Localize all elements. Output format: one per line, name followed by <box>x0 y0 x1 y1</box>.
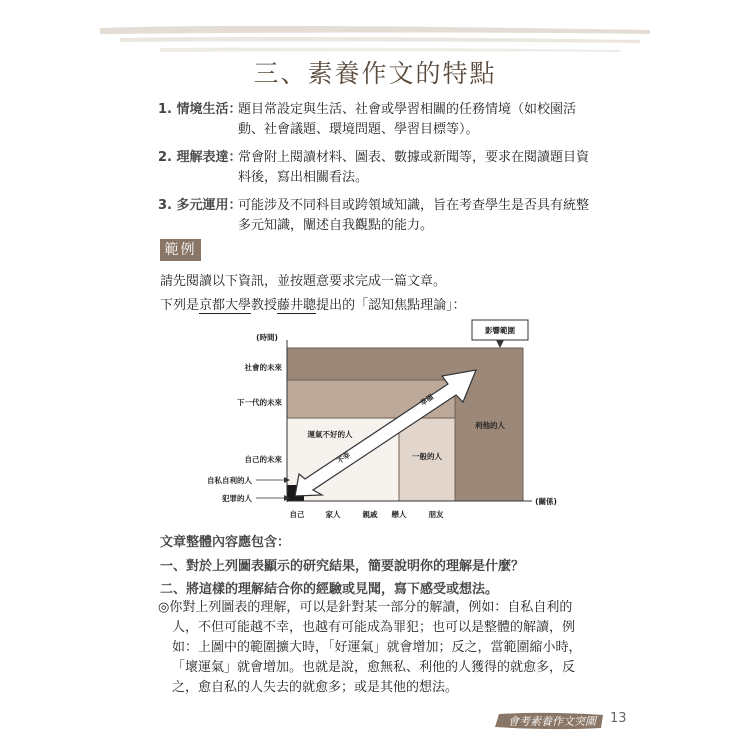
region-label: 一般的人 <box>412 452 442 461</box>
feature-label: 1. 情境生活： <box>158 102 242 117</box>
influence-pointer <box>496 340 504 348</box>
y-level-label: 下一代的未來 <box>237 398 282 407</box>
y-axis-label: (時間) <box>256 333 278 342</box>
task-item: 一、對於上列圖表顯示的研究結果，簡要說明你的理解是什麼？ <box>160 559 525 574</box>
region-label: 利他的人 <box>475 421 505 430</box>
y-level-label: 社會的未來 <box>244 363 282 372</box>
title-brush-decoration <box>100 22 650 56</box>
example-tag: 範例 <box>160 239 201 261</box>
feature-item: 3. 多元運用： 可能涉及不同科目或跨領域知識，旨在考查學生是否具有統整 多元知識，闡述自我觀點的能力。 <box>158 196 598 236</box>
feature-item: 1. 情境生活： 題目常設定與生活、社會或學習相關的任務情境（如校園活 動、社會議題、環境問題、學習目標等）。 <box>158 100 598 140</box>
professor-name: 藤井聰 <box>277 298 317 313</box>
y-level-label: 自己的未來 <box>244 455 282 464</box>
x-tick-label: 親戚 <box>362 510 378 519</box>
arrow-misfortune-label: 不幸 <box>335 451 352 466</box>
page <box>100 0 650 750</box>
x-tick-label: 朋友 <box>428 510 444 519</box>
page-number: 13 <box>610 711 627 726</box>
arrow-happiness-label: 幸福 <box>418 393 435 408</box>
source-text: 下列是京都大學教授藤井聰提出的「認知焦點理論」： <box>160 298 466 313</box>
x-tick-label: 自己 <box>289 510 305 519</box>
intro-text: 請先閱讀以下資訊，並按題意要求完成一篇文章。 <box>160 274 447 289</box>
task-item: 二、將這樣的理解結合你的經驗或見聞，寫下感受或想法。 <box>160 582 499 597</box>
feature-label: 3. 多元運用： <box>158 198 242 213</box>
task-header: 文章整體內容應包含： <box>160 535 291 550</box>
feature-item: 2. 理解表達： 常會附上閱讀材料、圖表、數據或新聞等，要求在閱讀題目資 料後，寫出相關看法。 <box>158 148 598 188</box>
answer-guide: ◎你對上列圖表的理解，可以是針對某一部分的解讀，例如：自私自利的 人，不但可能越不幸，也越有可能成為罪犯；也可以是整體的解讀，例 如：上圖中的範圍擴大時，「好運氣」就會增加；反之，當範圍縮小時， 「壞運氣」就會增加。也就是說，愈無私、利他的人獲得的就愈多，反 之，愈自私的人失去的就愈多；或是其他的想法。 <box>158 600 582 695</box>
feature-label: 2. 理解表達： <box>158 150 242 165</box>
x-tick-label: 家人 <box>325 510 341 519</box>
university-name: 京都大學 <box>199 298 252 313</box>
section-title: 三、素養作文的特點 <box>253 59 497 88</box>
cognitive-focus-chart <box>180 318 580 526</box>
x-tick-label: 戀人 <box>391 510 407 519</box>
y-level-label: 犯罪的人 <box>222 494 252 503</box>
x-axis-label: (關係) <box>535 497 557 506</box>
feature-list <box>158 100 598 244</box>
influence-label: 影響範圍 <box>485 326 515 335</box>
footer-book-title: 會考素養作文突圍 <box>508 715 596 728</box>
region-label: 運氣不好的人 <box>307 430 353 439</box>
y-level-label: 自私自利的人 <box>207 476 252 485</box>
